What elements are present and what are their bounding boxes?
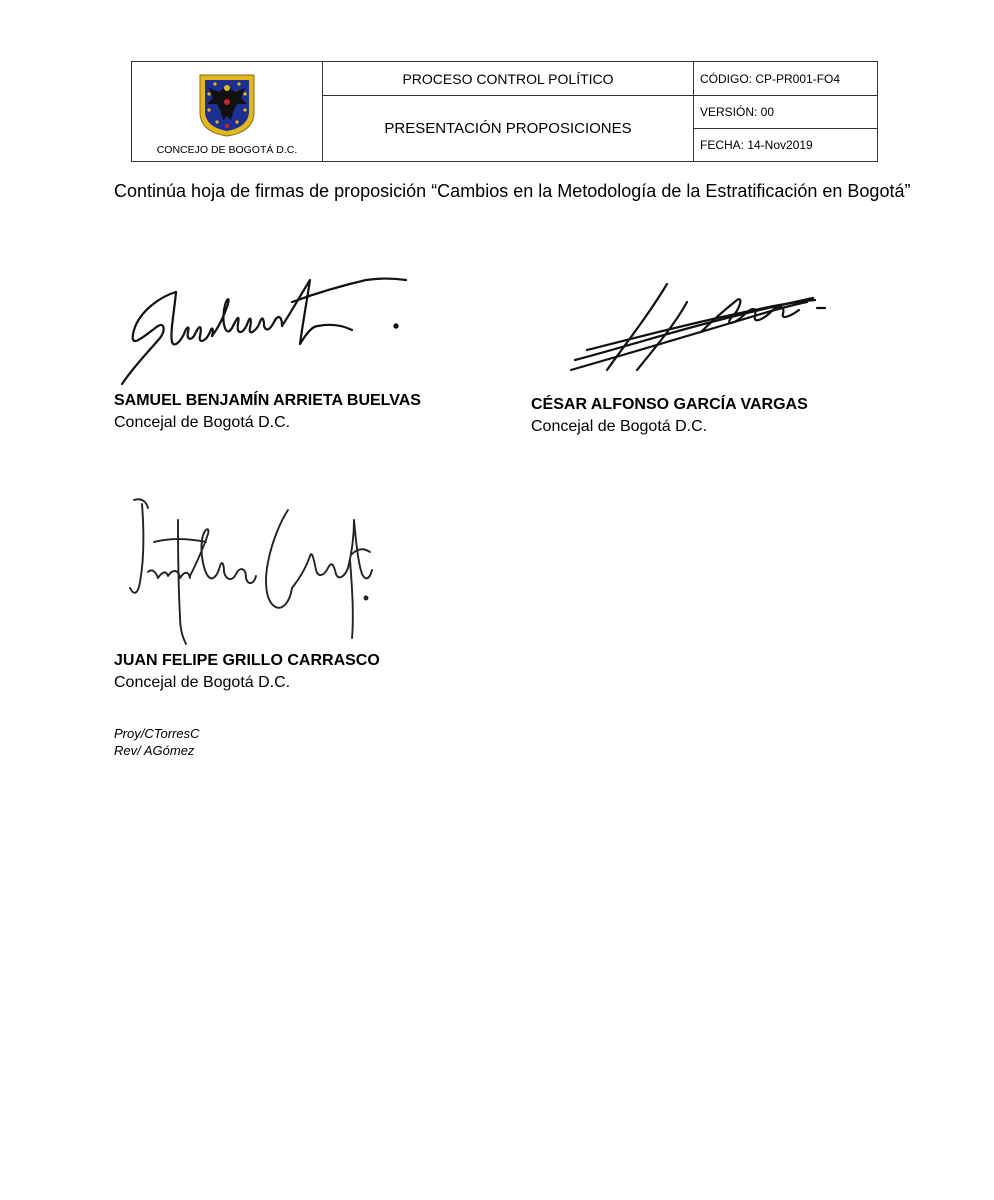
logo-cell [132, 62, 323, 162]
document-code: CÓDIGO: CP-PR001-FO4 [694, 62, 878, 96]
document-header [131, 61, 878, 162]
reviewed-by: Rev/ AGómez [114, 743, 195, 758]
signatory-name: JUAN FELIPE GRILLO CARRASCO [114, 652, 380, 669]
signatory-name: CÉSAR ALFONSO GARCÍA VARGAS [531, 396, 808, 413]
signature-block-1 [114, 266, 444, 432]
signatory-role: Concejal de Bogotá D.C. [531, 418, 708, 435]
document-type-title: PRESENTACIÓN PROPOSICIONES [323, 96, 694, 162]
signatory-name: SAMUEL BENJAMÍN ARRIETA BUELVAS [114, 392, 421, 409]
handwritten-signature-icon [531, 276, 851, 392]
intro-text: Continúa hoja de firmas de proposición “Cambios en la Metodología de la Estratificación en Bogotá” [114, 181, 911, 201]
document-version: VERSIÓN: 00 [694, 96, 878, 129]
process-title: PROCESO CONTROL POLÍTICO [323, 62, 694, 96]
document-date: FECHA: 14-Nov2019 [694, 129, 878, 162]
handwritten-signature-icon [114, 266, 444, 392]
prepared-by: Proy/CTorresC [114, 726, 200, 741]
signature-block-2 [531, 276, 851, 436]
organization-name: CONCEJO DE BOGOTÁ D.C. [156, 144, 298, 156]
footer-notes [114, 725, 199, 759]
handwritten-signature-icon [114, 490, 384, 652]
signatory-role: Concejal de Bogotá D.C. [114, 674, 291, 691]
signature-block-3 [114, 490, 384, 692]
signatory-role: Concejal de Bogotá D.C. [114, 414, 291, 431]
bogota-coat-of-arms-icon [197, 72, 257, 138]
